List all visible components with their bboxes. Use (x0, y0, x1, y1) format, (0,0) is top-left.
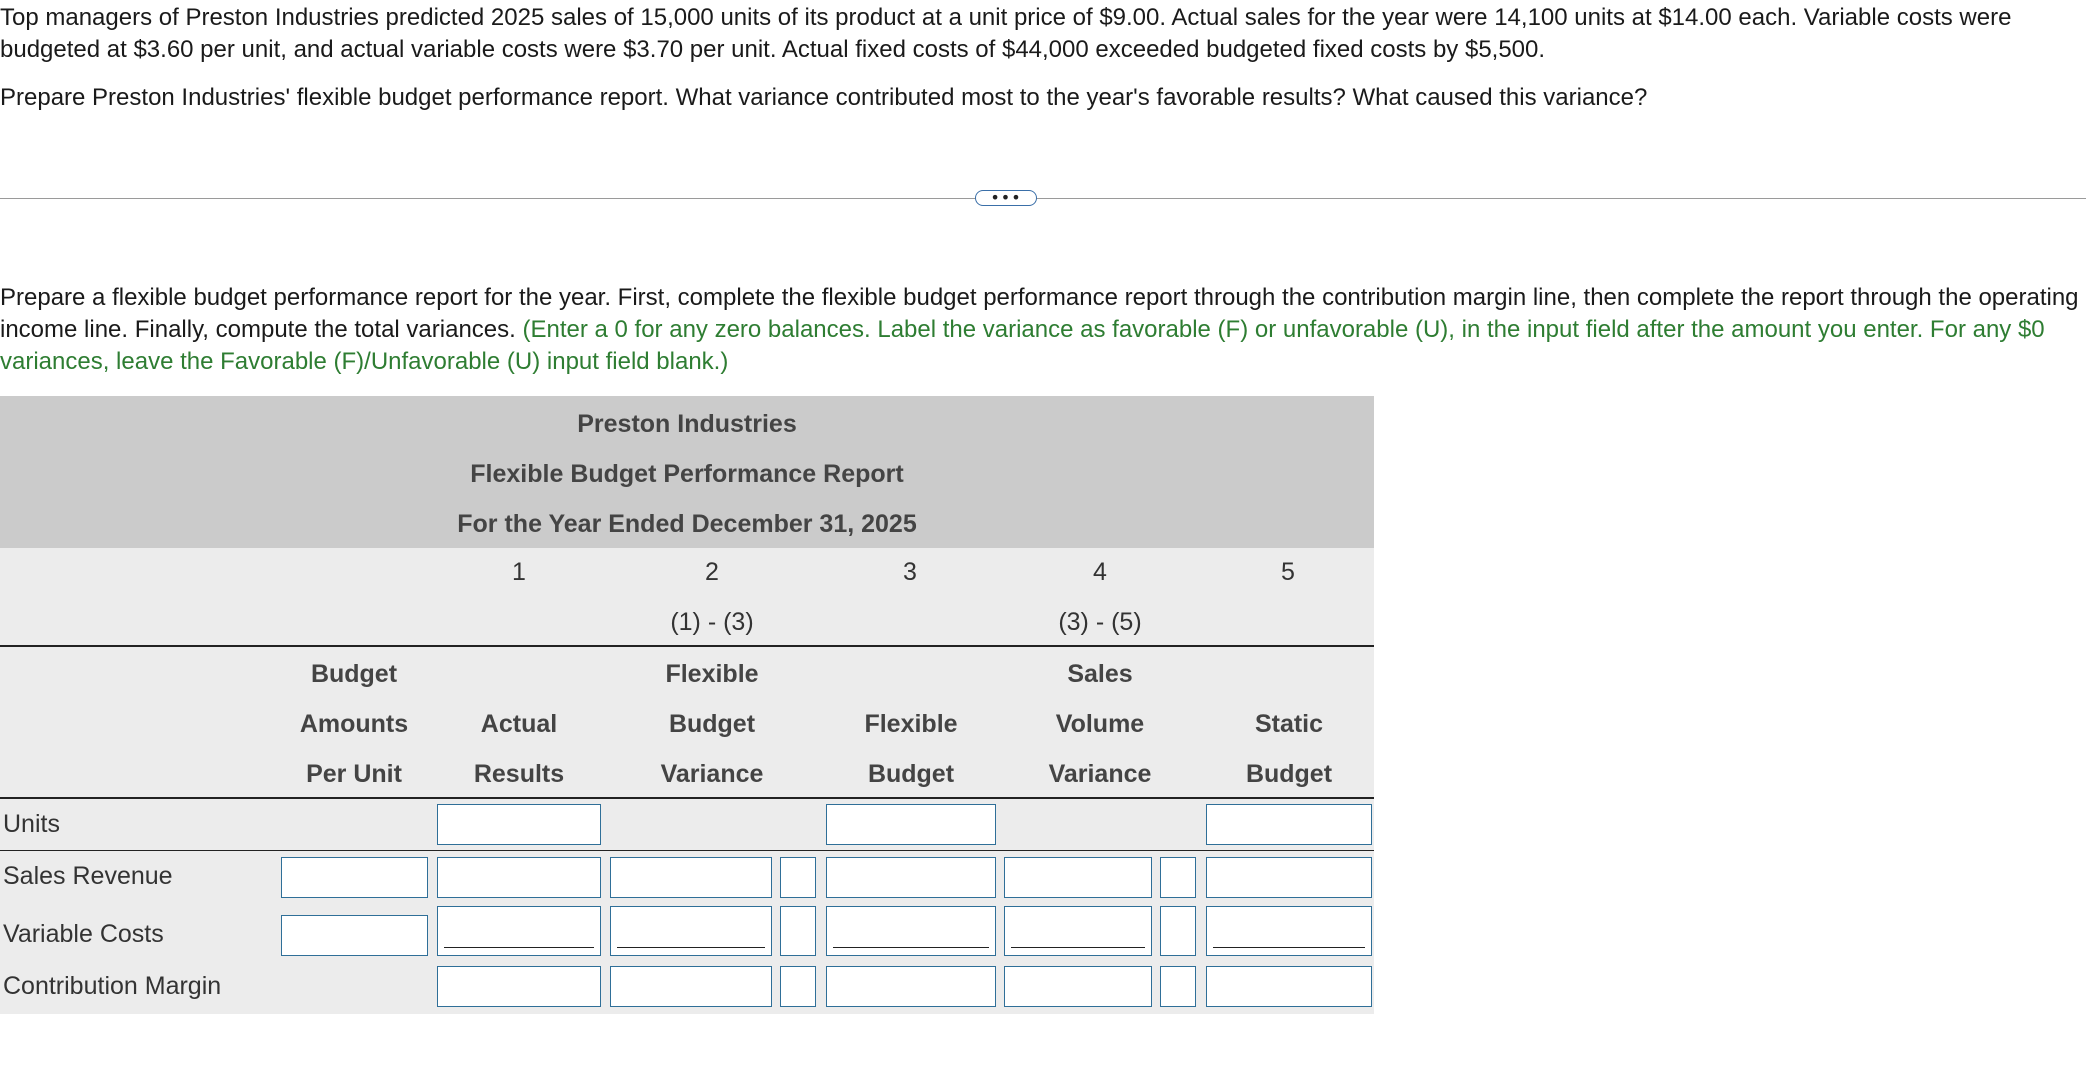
contribution-margin-volume-variance-fu-input[interactable] (1160, 966, 1196, 1007)
hdr-actual-1: Actual (480, 710, 558, 738)
col-number-3: 3 (903, 558, 917, 586)
col-number-4: 4 (1093, 558, 1107, 586)
units-rule (0, 850, 1374, 851)
sales-revenue-per-unit-input[interactable] (281, 857, 428, 898)
variable-costs-flex-variance-input[interactable] (610, 906, 772, 956)
hdr-budget-2: Amounts (299, 710, 409, 738)
row-label-contribution-margin: Contribution Margin (3, 972, 222, 1000)
row-label-variable-costs: Variable Costs (3, 920, 164, 948)
sales-revenue-flex-variance-input[interactable] (610, 857, 772, 898)
contribution-margin-flexible-budget-input[interactable] (826, 966, 996, 1007)
hdr-flexvar-3: Variance (660, 760, 764, 788)
hdr-actual-2: Results (473, 760, 565, 788)
sales-revenue-flex-variance-fu-input[interactable] (780, 857, 816, 898)
columns-rule (0, 797, 1374, 799)
units-flexible-budget-input[interactable] (826, 804, 996, 845)
performance-report (0, 396, 1374, 1000)
instruction-note: (Enter a 0 for any zero balances. Label the variance as favorable (F) or unfavorable (U), in the input field after the amount you enter. For any $0 variances, leave the Favorable (F)/Unfavorable (U) input field blank.) (0, 316, 2045, 375)
variable-costs-flex-variance-fu-input[interactable] (780, 906, 816, 956)
col-number-1: 1 (512, 558, 526, 586)
hdr-static-1: Static (1254, 710, 1324, 738)
row-label-sales-revenue: Sales Revenue (3, 862, 173, 890)
instruction-text (0, 282, 2080, 378)
report-period: For the Year Ended December 31, 2025 (457, 510, 917, 538)
sales-revenue-volume-variance-input[interactable] (1004, 857, 1152, 898)
sales-revenue-static-budget-input[interactable] (1206, 857, 1372, 898)
report-body (0, 548, 1374, 1014)
problem-question: Prepare Preston Industries' flexible budget performance report. What variance contributed most to the year's favorable results? What caused this variance? (0, 84, 1648, 111)
problem-statement: Top managers of Preston Industries predicted 2025 sales of 15,000 units of its product at a unit price of $9.00. Actual sales for the year were 14,100 units at $14.00 each. Variable costs were budgeted at $3.60 per unit, and actual variable costs were $3.70 per unit. Actual fixed costs of $44,000 exceeded budgeted fixed costs by $5,500. (0, 4, 2012, 63)
hdr-budget-1: Budget (310, 660, 398, 688)
contribution-margin-actual-input[interactable] (437, 966, 601, 1007)
hdr-flexbudget-1: Flexible (864, 710, 958, 738)
variable-costs-flexible-budget-input[interactable] (826, 906, 996, 956)
sales-revenue-volume-variance-fu-input[interactable] (1160, 857, 1196, 898)
report-company: Preston Industries (577, 410, 797, 438)
col-formula-4: (3) - (5) (1058, 608, 1142, 636)
col-number-2: 2 (705, 558, 719, 586)
contribution-margin-flex-variance-fu-input[interactable] (780, 966, 816, 1007)
section-divider (0, 198, 2086, 199)
report-header (0, 396, 1374, 548)
col-number-5: 5 (1281, 558, 1295, 586)
col-formula-2: (1) - (3) (670, 608, 754, 636)
contribution-margin-static-budget-input[interactable] (1206, 966, 1372, 1007)
hdr-static-2: Budget (1245, 760, 1333, 788)
header-rule (0, 645, 1374, 647)
hdr-salesvar-3: Variance (1048, 760, 1152, 788)
hdr-flexbudget-2: Budget (867, 760, 955, 788)
variable-costs-volume-variance-fu-input[interactable] (1160, 906, 1196, 956)
sales-revenue-actual-input[interactable] (437, 857, 601, 898)
contribution-margin-volume-variance-input[interactable] (1004, 966, 1152, 1007)
expand-more-button[interactable]: ••• (975, 190, 1037, 206)
hdr-flexvar-1: Flexible (665, 660, 759, 688)
units-static-budget-input[interactable] (1206, 804, 1372, 845)
hdr-flexvar-2: Budget (668, 710, 756, 738)
sales-revenue-flexible-budget-input[interactable] (826, 857, 996, 898)
variable-costs-volume-variance-input[interactable] (1004, 906, 1152, 956)
units-actual-input[interactable] (437, 804, 601, 845)
contribution-margin-flex-variance-input[interactable] (610, 966, 772, 1007)
row-label-units: Units (3, 810, 60, 838)
report-title: Flexible Budget Performance Report (470, 460, 904, 488)
variable-costs-per-unit-input[interactable] (281, 915, 428, 956)
instruction-main: Prepare a flexible budget performance report for the year. First, complete the flexible budget performance report through the contribution margin line, then complete the report through the operating income line. Finally, compute the total variances. (0, 284, 2079, 343)
hdr-salesvar-2: Volume (1055, 710, 1145, 738)
variable-costs-actual-input[interactable] (437, 906, 601, 956)
variable-costs-static-budget-input[interactable] (1206, 906, 1372, 956)
hdr-salesvar-1: Sales (1067, 660, 1133, 688)
hdr-budget-3: Per Unit (306, 760, 402, 788)
